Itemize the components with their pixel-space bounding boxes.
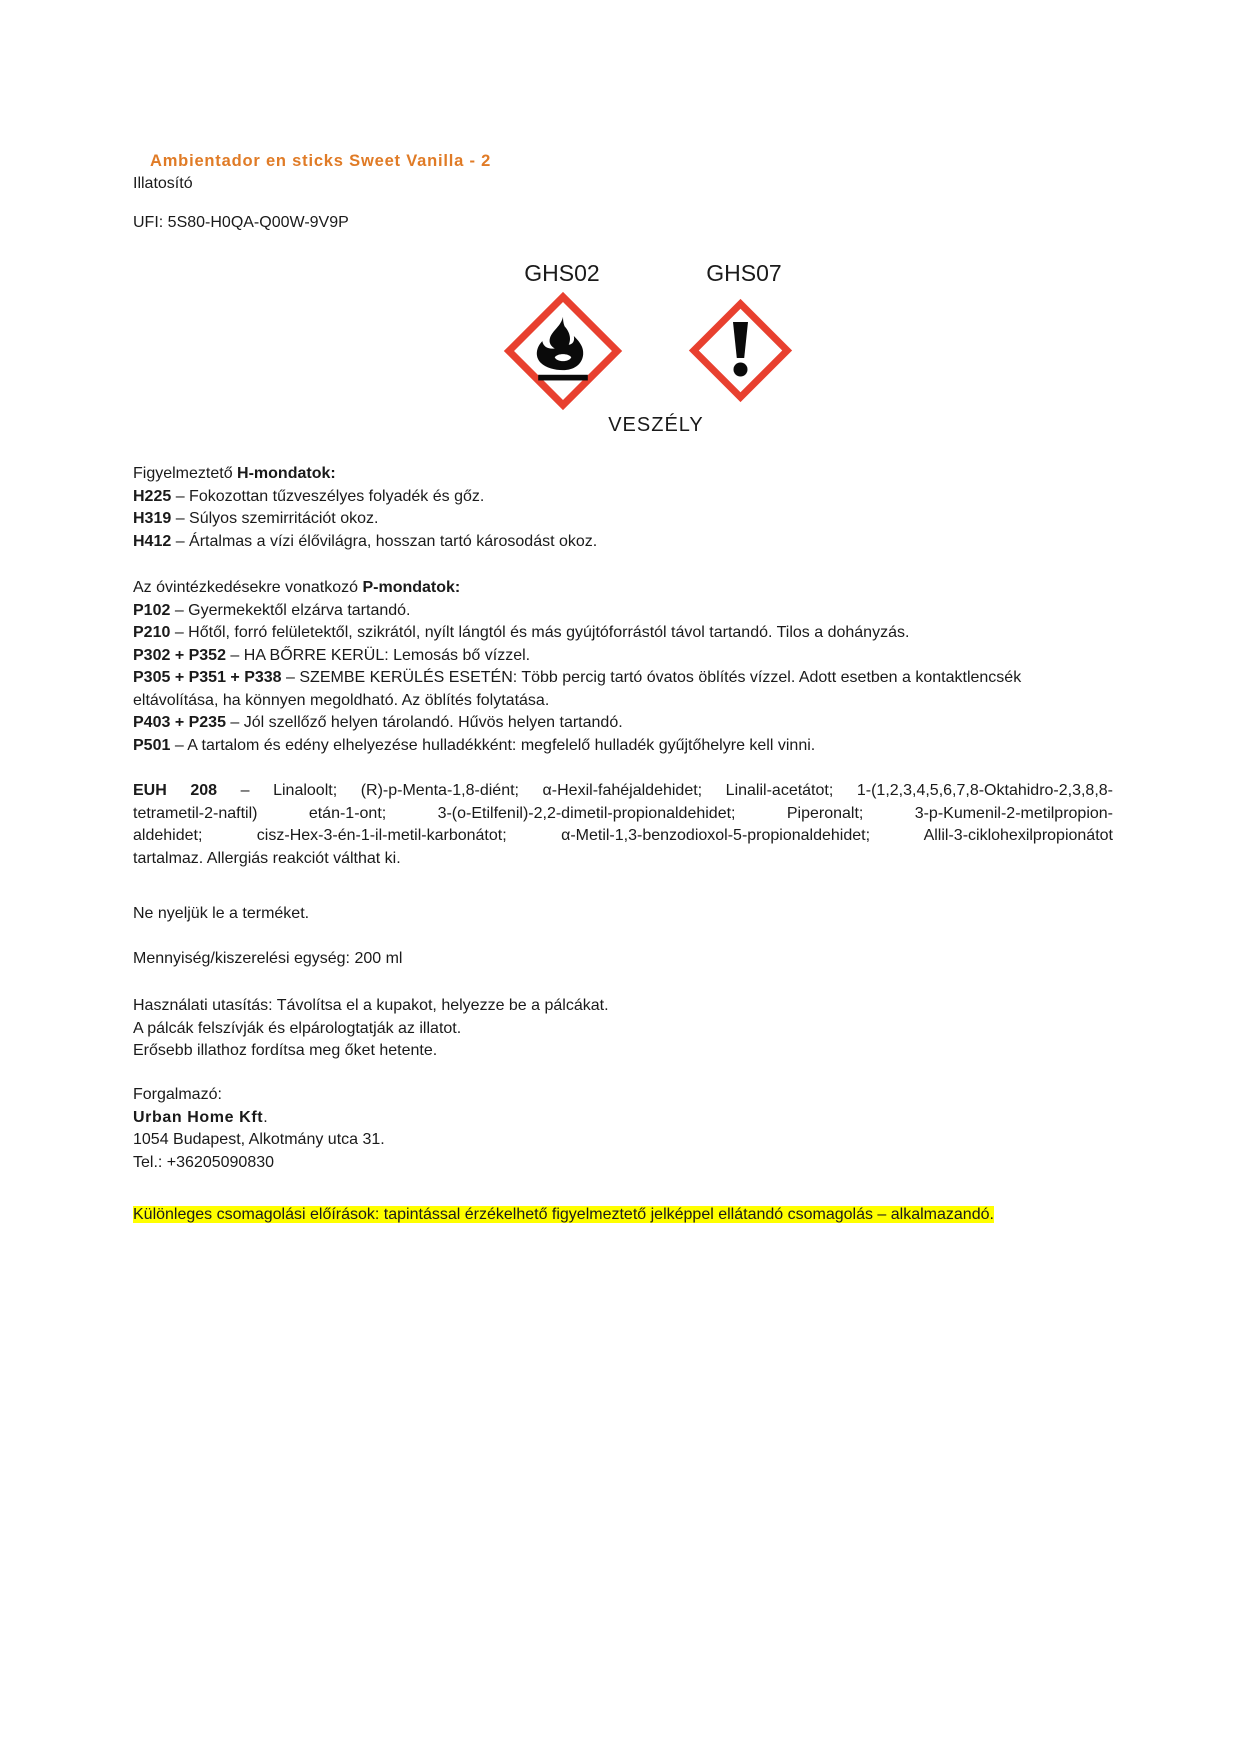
precaution-item [133, 645, 1113, 668]
hazard-text: – Súlyos szemirritációt okoz. [171, 510, 379, 527]
precaution-code: P403 + P235 [133, 714, 226, 731]
hazard-code: H319 [133, 510, 172, 527]
distributor-name-suffix: . [263, 1108, 268, 1126]
precaution-item [133, 712, 1113, 735]
distributor-section [133, 1084, 1113, 1174]
precaution-text: – A tartalom és edény elhelyezése hulladékként: megfelelő hulladék gyűjtőhelyre kell vinni. [170, 736, 816, 754]
ghs02-label: GHS02 [524, 260, 600, 286]
product-type: Illatosító [133, 175, 193, 192]
ufi-code: UFI: 5S80-H0QA-Q00W-9V9P [133, 214, 349, 231]
precaution-code: P501 [133, 736, 171, 754]
precaution-text: – Gyermekektől elzárva tartandó. [170, 601, 411, 619]
distributor-label: Forgalmazó: [133, 1086, 222, 1103]
precaution-text: – SZEMBE KERÜLÉS ESETÉN: Több percig tartó óvatos öblítés vízzel. Adott esetben a kontaktlencsék [281, 669, 1022, 686]
precaution-text: – HA BŐRRE KERÜL: Lemosás bő vízzel. [225, 646, 531, 664]
euh-line: aldehidet; cisz-Hex-3-én-1-il-metil-karbonátot; α-Metil-1,3-benzodioxol-5-propionaldehidet; Allil-3-ciklohexilpropionátot [133, 827, 1113, 844]
precaution-text: – Jól szellőző helyen tárolandó. Hűvös helyen tartandó. [225, 714, 623, 731]
precaution-item [133, 735, 1113, 758]
hazard-item [133, 486, 1113, 509]
precaution-code: P302 + P352 [133, 646, 226, 664]
distributor-phone: Tel.: +36205090830 [133, 1153, 275, 1171]
precaution-item-continuation: eltávolítása, ha könnyen megoldható. Az öblítés folytatása. [133, 691, 550, 709]
hazard-header [133, 463, 1113, 486]
precaution-code: P210 [133, 624, 171, 641]
usage-line: Erősebb illathoz fordítsa meg őket hetente. [133, 1042, 438, 1059]
hazard-statements-section [133, 463, 1113, 553]
flame-pictogram-icon [501, 289, 625, 413]
euh-line [133, 780, 1113, 803]
distributor-name-line [133, 1107, 1113, 1130]
usage-line: Használati utasítás: Távolítsa el a kupakot, helyezze be a pálcákat. [133, 997, 609, 1014]
precaution-code: P102 [133, 601, 171, 619]
precaution-header [133, 577, 1113, 600]
product-title: Ambientador en sticks Sweet Vanilla - 2 [150, 152, 492, 170]
hazard-text: – Ártalmas a vízi élővilágra, hosszan tartó károsodást okoz. [171, 532, 598, 550]
precaution-header-prefix: Az óvintézkedésekre vonatkozó [133, 579, 363, 596]
hazard-item [133, 531, 1113, 554]
hazard-code: H412 [133, 532, 172, 550]
signal-word: VESZÉLY [608, 414, 704, 436]
euh-line: tartalmaz. Allergiás reakciót válthat ki. [133, 849, 401, 867]
packaging-note-highlight: Különleges csomagolási előírások: tapintással érzékelhető figyelmeztető jelképpel ellátandó csomagolás – alkalmazandó. [133, 1206, 994, 1223]
euh-code: EUH 208 [133, 782, 218, 799]
euh-text: – Linaloolt; (R)-p-Menta-1,8-diént; α-Hexil-fahéjaldehidet; Linalil-acetátot; 1-(1,2,3,4,5,6,7,8-Oktahidro-2,3,8,8- [217, 782, 1113, 799]
precaution-item [133, 600, 1113, 623]
euh-line: tetrametil-2-naftil) etán-1-ont; 3-(o-Etilfenil)-2,2-dimetil-propionaldehidet; Piperonalt; 3-p-Kumenil-2-metilpropion- [133, 804, 1113, 822]
distributor-name: Urban Home Kft [133, 1108, 264, 1126]
exclamation-pictogram-icon [687, 297, 794, 404]
packaging-note-line [133, 1204, 1113, 1227]
quantity-line: Mennyiség/kiszerelési egység: 200 ml [133, 950, 403, 967]
hazard-code: H225 [133, 487, 172, 505]
hazard-header-bold: H-mondatok: [237, 465, 336, 482]
ghs07-label: GHS07 [706, 260, 782, 286]
no-swallow-note: Ne nyeljük le a terméket. [133, 905, 310, 922]
precaution-item [133, 622, 1113, 645]
precaution-text: – Hőtől, forró felületektől, szikrától, nyílt lángtól és más gyújtóforrástól távol tartandó. Tilos a dohányzás. [170, 624, 910, 641]
hazard-item [133, 508, 1113, 531]
precaution-statements-section [133, 577, 1113, 757]
precaution-code: P305 + P351 + P338 [133, 669, 282, 686]
distributor-address: 1054 Budapest, Alkotmány utca 31. [133, 1131, 385, 1148]
usage-line: A pálcák felszívják és elpárologtatják az illatot. [133, 1019, 462, 1037]
euh-section [133, 780, 1113, 870]
precaution-header-bold: P-mondatok: [362, 579, 461, 596]
usage-section [133, 995, 1113, 1063]
hazard-text: – Fokozottan tűzveszélyes folyadék és gőz. [171, 487, 485, 505]
precaution-item [133, 667, 1113, 690]
hazard-header-prefix: Figyelmeztető [133, 465, 238, 482]
